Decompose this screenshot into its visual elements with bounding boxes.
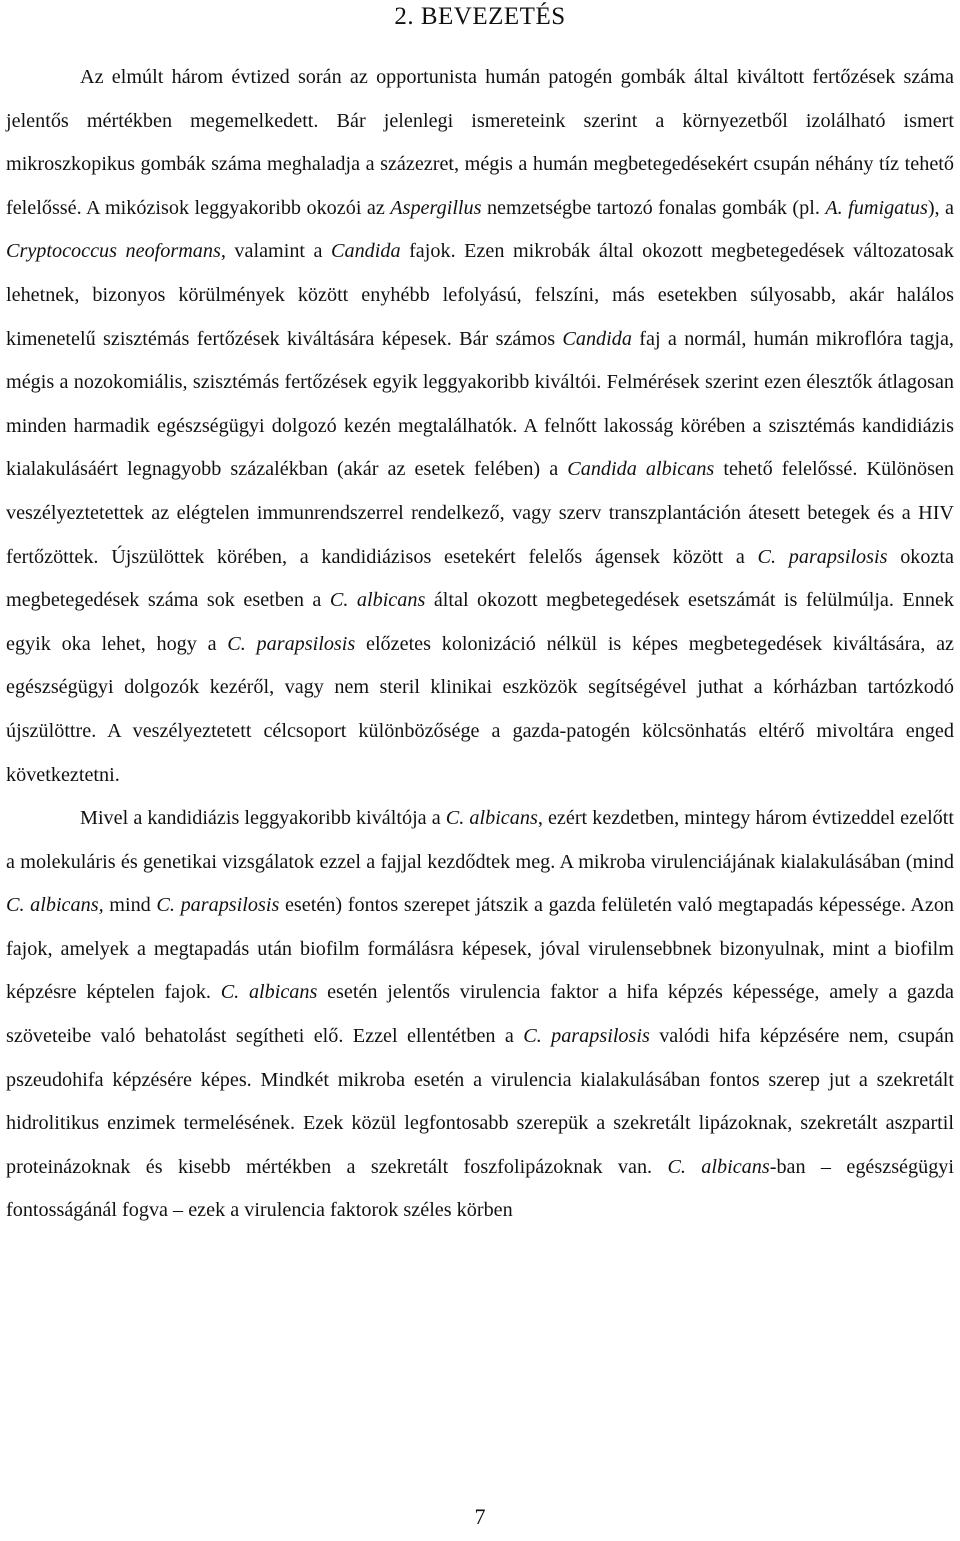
text-run: Mivel a kandidiázis leggyakoribb kiváltója a [80,807,446,830]
text-run: mind [103,894,157,917]
text-run: Az elmúlt három évtized során az opportunista humán patogén gombák által kiváltott fertőzések száma jelentős mértékben megemelkedett. Bár jelenlegi ismereteink szerint a környezetből izolálható ismert mikroszkopikus gombák száma meghaladja a százezret, mégis a humán megbetegedésekért csupán néhány tíz tehető felelőssé. A mikózisok leggyakoribb okozói az [6,66,954,219]
text-run: , ezért kezdetben, mintegy három évtizeddel ezelőtt a molekuláris és genetikai vizsgálatok ezzel a fajjal kezdődtek meg. A mikroba virulenciájának kialakulásában (mind [6,807,954,873]
italic-term: A. fumigatus [825,196,928,219]
italic-term: C. parapsilosis [523,1025,650,1048]
paragraph-1 [6,56,954,797]
italic-term: Candida [562,327,632,350]
italic-term: C. albicans, [6,894,104,917]
italic-term: C. albicans [445,807,538,830]
text-run: valódi hifa képzésére nem, csupán pszeudohifa képzésére képes. Mindkét mikroba esetén a virulencia kialakulásában fontos szerep jut a szekretált hidrolitikus enzimek termelésének. Ezek közül legfontosabb szerepük a szekretált lipázoknak, szekretált aszpartil proteinázoknak és kisebb mértékben a szekretált foszfolipázoknak van. [6,1025,954,1178]
body-text [6,56,954,1233]
paragraph-2 [6,797,954,1233]
italic-term: Cryptococcus neoformans [6,240,221,263]
italic-term: Candida [331,240,401,263]
italic-term: C. parapsilosis [227,632,356,655]
italic-term: C. albicans [220,981,318,1004]
italic-term: C. parapsilosis [757,545,888,568]
italic-term: C. parapsilosis [156,894,280,917]
text-run: ), a [927,196,955,219]
italic-term: Candida albicans [567,458,715,481]
text-run: , valamint a [220,240,332,263]
page-number: 7 [474,1504,486,1529]
text-run: -ban – egészségügyi fontosságánál fogva – ezek a virulencia faktorok széles körben [6,1155,955,1222]
text-run: okozta megbetegedések száma sok esetben a [6,545,955,612]
text-run: fajok. Ezen mikrobák által okozott megbetegedések változatosak lehetnek, bizonyos körülmények között enyhébb lefolyású, felszíni, más esetekben súlyosabb, akár halálos kimenetelű szisztémás fertőzések kiváltására képesek. Bár számos [6,240,954,350]
italic-term: C. albicans [667,1155,770,1178]
text-run: tehető felelőssé. Különösen veszélyeztetettek az elégtelen immunrendszerrel rendelkező, vagy szerv transzplantáción átesett betegek és a HIV fertőzöttek. Újszülöttek körében, a kandidiázisos esetekért felelős ágensek között a [6,458,954,568]
text-run: előzetes kolonizáció nélkül is képes megbetegedések kiváltására, az egészségügyi dolgozók kezéről, vagy nem steril klinikai eszközök segítségével juthat a kórházban tartózkodó újszülöttre. A veszélyeztetett célcsoport különbözősége a gazda-patogén kölcsönhatás eltérő mivoltára enged következtetni. [6,632,954,786]
section-heading: 2. BEVEZETÉS [394,3,566,30]
text-run: faj a normál, humán mikroflóra tagja, mégis a nozokomiális, szisztémás fertőzések egyik leggyakoribb kiváltói. Felmérések szerint ezen élesztők átlagosan minden harmadik egészségügyi dolgozó kezén megtalálhatók. A felnőtt lakosság körében a szisztémás kandidiázis kialakulásáért legnagyobb százalékban (akár az esetek felében) a [6,327,954,481]
italic-term: Aspergillus [390,196,482,219]
text-run: esetén) fontos szerepet játszik a gazda felületén való megtapadás képessége. Azon fajok, amelyek a megtapadás után biofilm formálásra képesek, jóval virulensebbnek bizonyulnak, mint a biofilm képzésre képtelen fajok. [6,894,955,1004]
text-run: által okozott megbetegedések esetszámát is felülmúlja. Ennek egyik oka lehet, hogy a [6,589,955,655]
text-run: nemzetségbe tartozó fonalas gombák (pl. [481,196,826,219]
italic-term: C. albicans [329,589,426,612]
text-run: esetén jelentős virulencia faktor a hifa képzés képessége, amely a gazda szöveteibe való behatolást segítheti elő. Ezzel ellentétben a [6,981,955,1048]
